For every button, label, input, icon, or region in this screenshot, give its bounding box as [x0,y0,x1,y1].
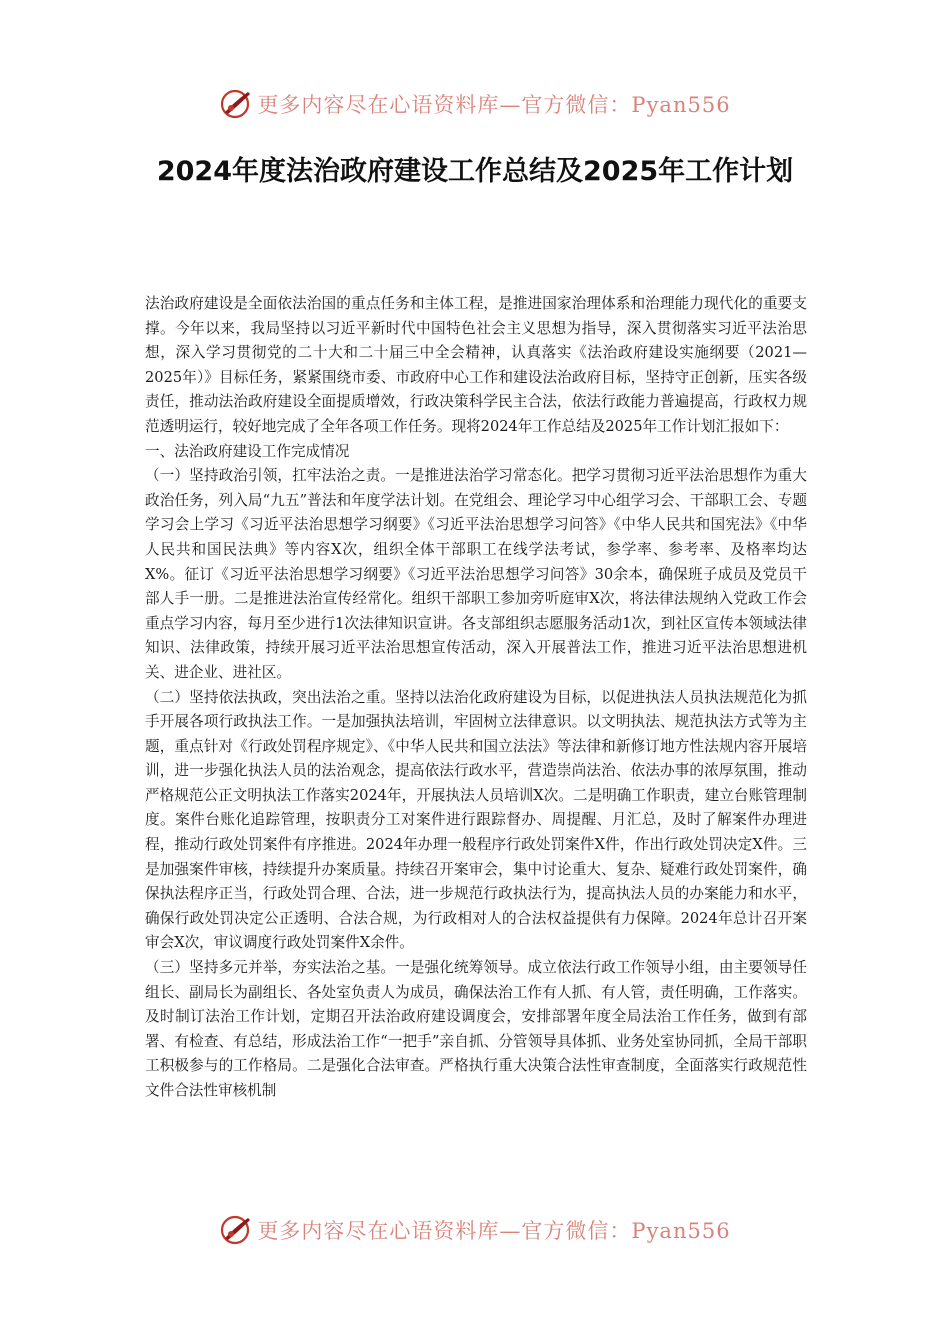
brush-logo-icon [219,87,253,121]
paragraph-section-3: （三）坚持多元并举，夯实法治之基。一是强化统筹领导。成立依法行政工作领导小组，由主要领导任组长、副局长为副组长、各处室负责人为成员，确保法治工作有人抓、有人管，责任明确，工作落实。及时制订法治工作计划，定期召开法治政府建设调度会，安排部署年度全局法治工作任务，做到有部署、有检查、有总结，形成法治工作“一把手”亲自抓、分管领导具体抓、业务处室协同抓，全局干部职工积极参与的工作格局。二是强化合法审查。严格执行重大决策合法性审查制度，全面落实行政规范性文件合法性审核机制 [145,959,807,1099]
header-banner [0,84,950,124]
banner-text: 更多内容尽在心语资料库—官方微信：Pyan556 [257,1219,731,1243]
paragraph-section-2: （二）坚持依法执政，突出法治之重。坚持以法治化政府建设为目标，以促进执法人员执法规范化为抓手开展各项行政执法工作。一是加强执法培训，牢固树立法律意识。以文明执法、规范执法方式等为主题，重点针对《行政处罚程序规定》、《中华人民共和国立法法》等法律和新修订地方性法规内容开展培训，进一步强化执法人员的法治观念，提高依法行政水平，营造崇尚法治、依法办事的浓厚氛围，推动严格规范公正文明执法工作落实2024年，开展执法人员培训X次。二是明确工作职责，建立台账管理制度。案件台账化追踪管理，按职责分工对案件进行跟踪督办、周提醒、月汇总，及时了解案件办理进程，推动行政处罚案件有序推进。2024年办理一般程序行政处罚案件X件，作出行政处罚决定X件。三是加强案件审核，持续提升办案质量。持续召开案审会，集中讨论重大、复杂、疑难行政处罚案件，确保执法程序正当，行政处罚合理、合法，进一步规范行政执法行为，提高执法人员的办案能力和水平，确保行政处罚决定公正透明、合法合规，为行政相对人的合法权益提供有力保障。2024年总计召开案审会X次，审议调度行政处罚案件X余件。 [145,688,807,952]
document-title: 2024年度法治政府建设工作总结及2025年工作计划 [156,156,794,187]
paragraph-section-1: （一）坚持政治引领，扛牢法治之责。一是推进法治学习常态化。把学习贯彻习近平法治思想作为重大政治任务，列入局“九五”普法和年度学法计划。在党组会、理论学习中心组学习会、干部职工会、专题学习会上学习《习近平法治思想学习纲要》《习近平法治思想学习问答》《中华人民共和国宪法》《中华人民共和国民法典》等内容X次，组织全体干部职工在线学法考试，参学率、参考率、及格率均达X%。征订《习近平法治思想学习纲要》《习近平法治思想学习问答》30余本，确保班子成员及党员干部人手一册。二是推进法治宣传经常化。组织干部职工参加旁听庭审X次，将法律法规纳入党政工作会重点学习内容，每月至少进行1次法律知识宣讲。各支部组织志愿服务活动1次，到社区宣传本领域法律知识、法律政策，持续开展习近平法治思想宣传活动，深入开展普法工作，推进习近平法治思想进机关、进企业、进社区。 [145,467,807,681]
footer-banner [0,1210,950,1250]
banner-text: 更多内容尽在心语资料库—官方微信：Pyan556 [257,93,731,117]
brush-logo-icon [219,1213,253,1247]
paragraph-intro: 法治政府建设是全面依法治国的重点任务和主体工程，是推进国家治理体系和治理能力现代化的重要支撑。今年以来，我局坚持以习近平新时代中国特色社会主义思想为指导，深入贯彻落实习近平法治思想，深入学习贯彻党的二十大和二十届三中全会精神，认真落实《法治政府建设实施纲要（2021—2025年）》目标任务，紧紧围绕市委、市政府中心工作和建设法治政府目标，坚持守正创新，压实各级责任，推动法治政府建设全面提质增效，行政决策科学民主合法，依法行政能力普遍提高，行政权力规范透明运行，较好地完成了全年各项工作任务。现将2024年工作总结及2025年工作计划汇报如下： [145,295,807,435]
document-body [145,292,807,1104]
section-heading: 一、法治政府建设工作完成情况 [145,442,350,460]
